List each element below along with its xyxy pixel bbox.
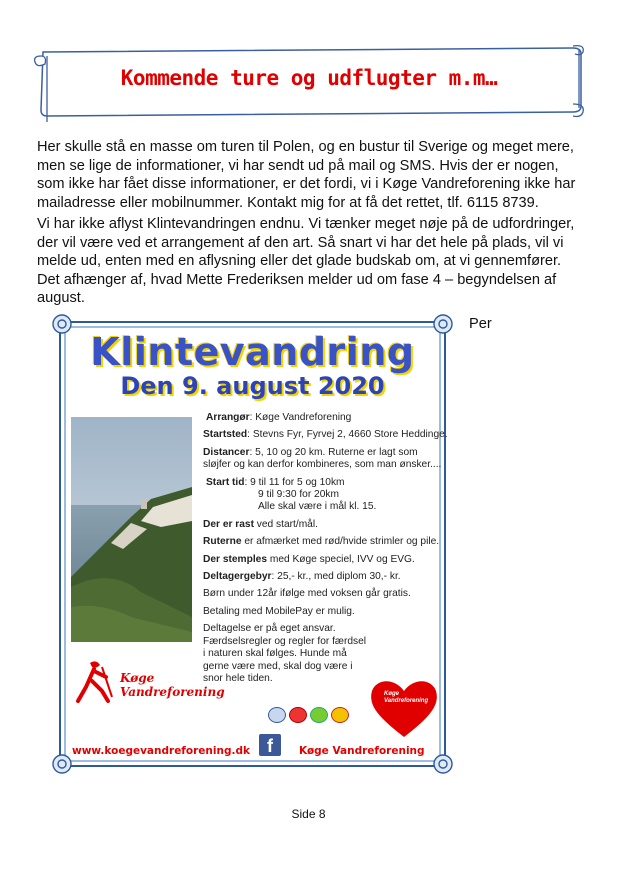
poster-title: Klintevandring <box>90 330 415 374</box>
club-logo <box>72 657 225 705</box>
stamp-badge-icon <box>331 707 349 723</box>
heart-icon <box>368 677 440 739</box>
signature: Per <box>469 316 492 332</box>
event-poster <box>50 312 455 776</box>
heart-badge-text: Køge Vandreforening <box>384 691 429 704</box>
stamps-label: Der stemples <box>203 553 267 565</box>
time-label: Start tid <box>206 476 245 488</box>
facebook-icon[interactable]: f <box>259 734 281 756</box>
website-link[interactable]: www.koegevandreforening.dk <box>72 745 250 757</box>
poster-date: Den 9. august 2020 <box>120 372 385 400</box>
header-banner <box>33 42 585 122</box>
arranger-label: Arrangør <box>206 412 250 423</box>
disclaimer: Deltagelse er på eget ansvar. Færdselsregler og regler for færdsel i naturen skal følges. Hunde må gerne være med, skal dog være i snor hele tiden. <box>203 623 367 684</box>
routes-value: er afmærket med rød/hvide strimler og pile. <box>241 536 440 548</box>
time-line-3: Alle skal være i mål kl. 15. <box>258 501 377 513</box>
evg-badge-icon <box>310 707 328 723</box>
children-info: Børn under 12år ifølge med voksen går gratis. <box>203 588 411 600</box>
time-line-1: : 9 til 11 for 5 og 10km <box>244 476 345 488</box>
start-label: Startsted <box>203 429 248 441</box>
stamps-value: med Køge speciel, IVV og EVG. <box>267 553 415 565</box>
rest-label: Der er rast <box>203 518 254 530</box>
klintevandring-paragraph: Vi har ikke aflyst Klintevandringen endnu. Vi tænker meget nøje på de udfordringer, der vil være ved et arrangement af den art. Så snart vi har det hele på plads, vil vi melde ud, enten med en aflysning eller det glade budskab om, at vi gennemfører. Det afhænger af, hvad Mette Frederiksen melder ud om fase 4 – begyndelsen af august. <box>37 216 575 307</box>
fee-label: Deltagergebyr <box>203 571 272 583</box>
cliff-photo <box>71 417 192 642</box>
distance-value: : 5, 10 og 20 km. Ruterne er lagt som sløjfer og kan derfor kombineres, som man ønsker.... <box>203 446 442 471</box>
routes-label: Ruterne <box>203 536 242 548</box>
organization-badges <box>268 707 352 726</box>
rest-value: ved start/mål. <box>253 518 318 530</box>
time-line-2: 9 til 9:30 for 20km <box>258 489 339 501</box>
footer-brand: Køge Vandreforening <box>299 745 425 757</box>
hiker-logo-icon <box>72 657 120 705</box>
dvl-badge-icon <box>289 707 307 723</box>
start-value: : Stevns Fyr, Fyrvej 2, 4660 Store Heddinge. <box>247 429 448 441</box>
page-title: Kommende ture og udflugter m.m… <box>120 66 498 90</box>
payment-info: Betaling med MobilePay er mulig. <box>203 605 355 617</box>
logo-text: Køge Vandreforening <box>120 671 225 699</box>
distance-label: Distancer <box>203 446 250 458</box>
event-info <box>203 412 448 690</box>
arranger-value: : Køge Vandreforening <box>249 412 352 423</box>
page-number: Side 8 <box>291 807 326 821</box>
intro-paragraph: Her skulle stå en masse om turen til Polen, og en bustur til Sverige og meget mere, men se lige de informationer, vi har sendt ud på mail og SMS. Hvis der er nogen, som ikke har fået disse informationer, er det fordi, vi i Køge Vandreforening ikke har mailadresse eller mobilnummer. Kontakt mig for at få det rettet, tlf. 6115 8739. <box>37 139 576 211</box>
fee-value: : 25,- kr., med diplom 30,- kr. <box>271 571 401 583</box>
heart-badge <box>368 677 440 739</box>
ivv-badge-icon <box>268 707 286 723</box>
